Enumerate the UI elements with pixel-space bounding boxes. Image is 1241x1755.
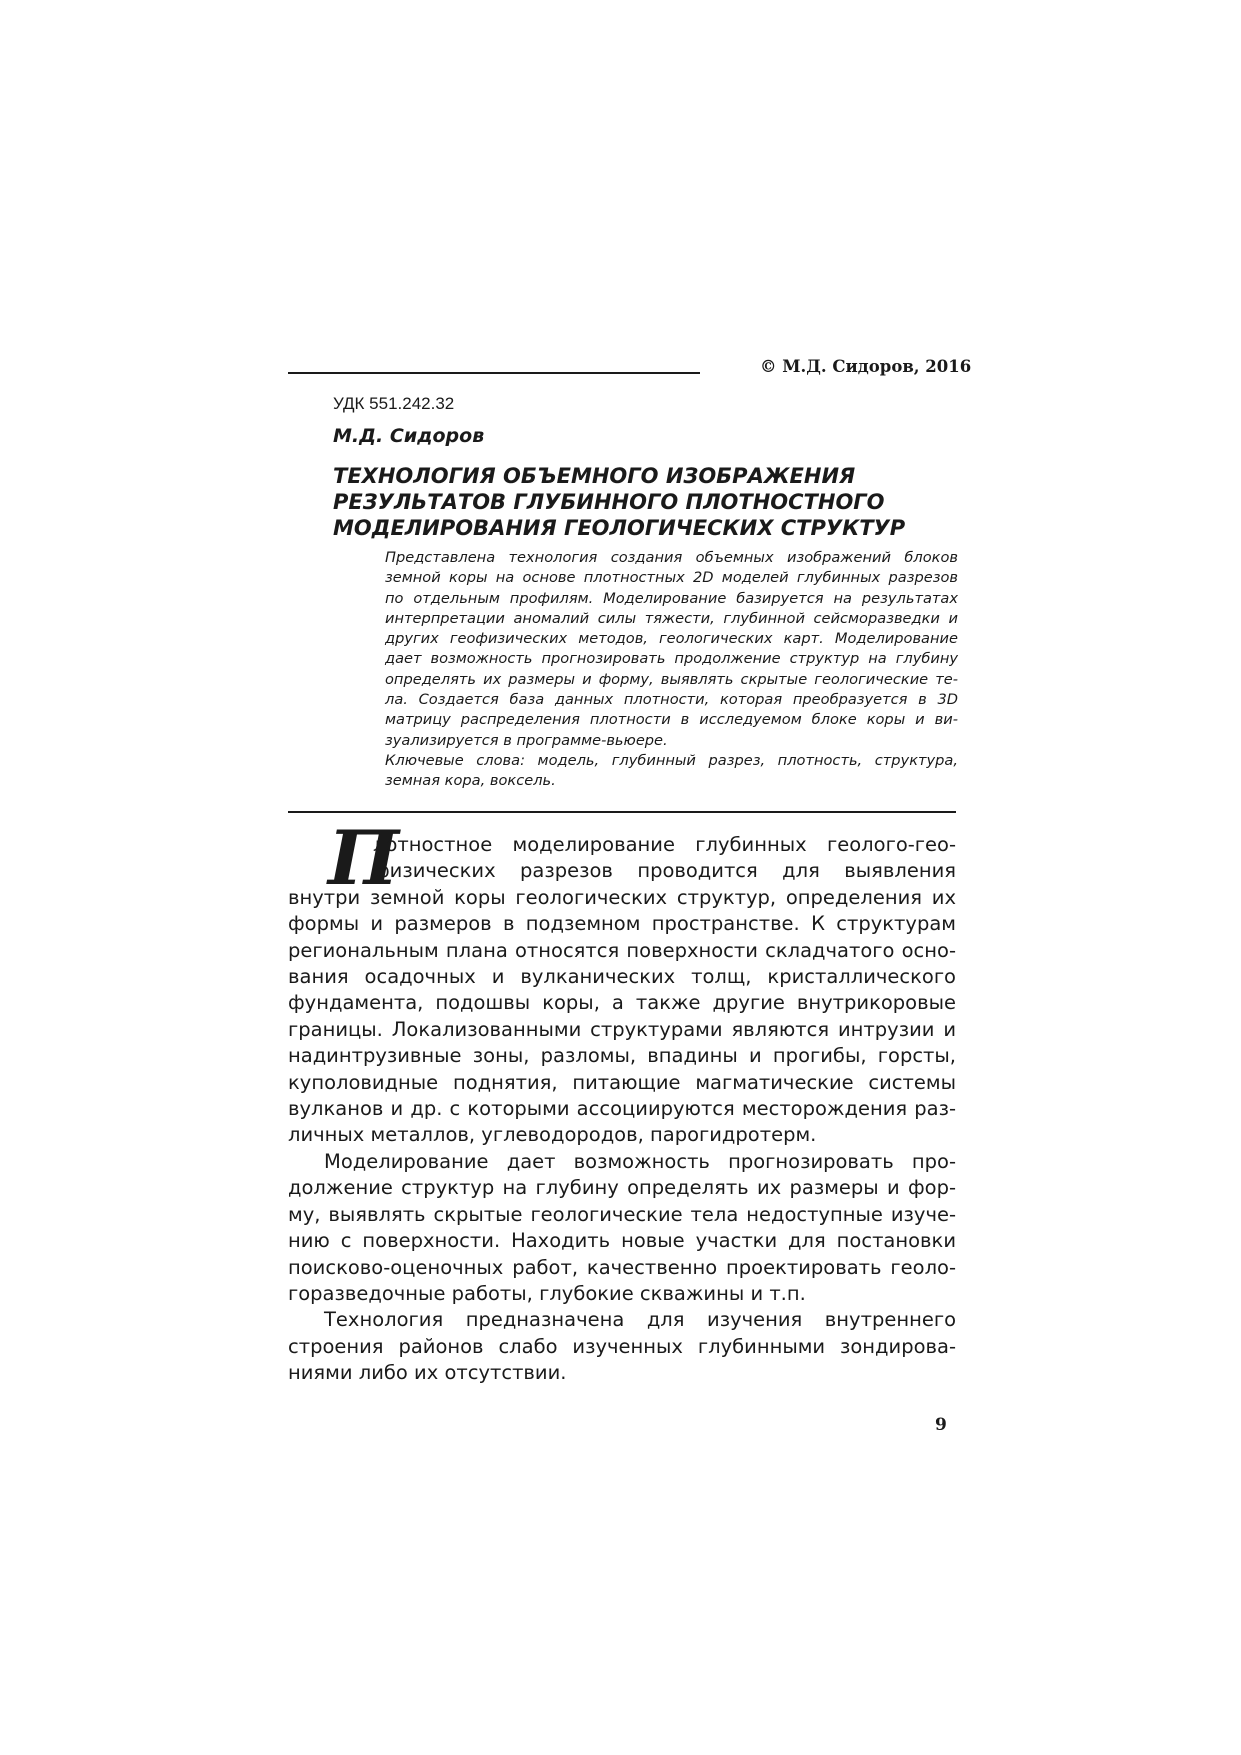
body-line: горазведочные работы, глубокие скважины и т.п. xyxy=(288,1281,806,1305)
title-line: ТЕХНОЛОГИЯ ОБЪЕМНОГО ИЗОБРАЖЕНИЯ xyxy=(333,464,856,488)
article-title xyxy=(333,463,953,541)
keywords-line: земная кора, воксель. xyxy=(385,772,556,790)
abstract xyxy=(385,548,958,792)
copyright-notice: © М.Д. Сидоров, 2016 xyxy=(760,357,972,376)
body-line: физических разрезов проводится для выявления xyxy=(373,859,956,883)
body-line: вулканов и др. с которыми ассоциируются месторождения раз- xyxy=(288,1097,956,1121)
abstract-line: дает возможность прогнозировать продолжение структур на глубину xyxy=(385,650,958,668)
abstract-line: зуализируется в программе-вьюере. xyxy=(385,731,668,749)
keywords-line: Ключевые слова: модель, глубинный разрез, плотность, структура, xyxy=(385,751,958,769)
body-line: ниями либо их отсутствии. xyxy=(288,1361,567,1385)
body-text xyxy=(288,832,956,1387)
abstract-line: земной коры на основе плотностных 2D моделей глубинных разрезов xyxy=(385,569,958,587)
title-line: МОДЕЛИРОВАНИЯ ГЕОЛОГИЧЕСКИХ СТРУКТУР xyxy=(333,516,906,540)
page-number: 9 xyxy=(935,1415,947,1435)
body-line: формы и размеров в подземном пространстве. К структурам xyxy=(288,912,956,936)
body-line: должение структур на глубину определять их размеры и фор- xyxy=(288,1176,956,1200)
title-line: РЕЗУЛЬТАТОВ ГЛУБИННОГО ПЛОТНОСТНОГО xyxy=(333,490,885,514)
header-rule xyxy=(288,372,700,374)
abstract-line: других геофизических методов, геологических карт. Моделирование xyxy=(385,630,958,648)
abstract-line: интерпретации аномалий силы тяжести, глубинной сейсморазведки и xyxy=(385,609,958,627)
body-line: строения районов слабо изученных глубинными зондирова- xyxy=(288,1334,956,1358)
body-line: границы. Локализованными структурами являются интрузии и xyxy=(288,1017,956,1041)
body-line: Технология предназначена для изучения внутреннего xyxy=(324,1308,956,1332)
body-line: лотностное моделирование глубинных геолого-гео- xyxy=(373,833,956,856)
author-name: М.Д. Сидоров xyxy=(333,425,485,447)
body-line: внутри земной коры геологических структур, определения их xyxy=(288,885,956,909)
body-line: фундамента, подошвы коры, а также другие внутрикоровые xyxy=(288,991,956,1015)
body-line: вания осадочных и вулканических толщ, кристаллического xyxy=(288,965,956,989)
body-line: му, выявлять скрытые геологические тела недоступные изуче- xyxy=(288,1202,956,1226)
body-line: Моделирование дает возможность прогнозировать про- xyxy=(324,1149,956,1173)
abstract-line: по отдельным профилям. Моделирование базируется на результатах xyxy=(385,589,958,607)
body-line: региональным плана относятся поверхности складчатого осно- xyxy=(288,938,956,962)
body-line: куполовидные поднятия, питающие магматические системы xyxy=(288,1070,956,1094)
body-line: нию с поверхности. Находить новые участки для постановки xyxy=(288,1229,956,1253)
body-line: личных металлов, углеводородов, парогидротерм. xyxy=(288,1123,817,1147)
section-rule xyxy=(288,811,956,813)
udc-code: УДК 551.242.32 xyxy=(333,394,455,413)
abstract-line: определять их размеры и форму, выявлять скрытые геологические те- xyxy=(385,670,958,688)
abstract-line: матрицу распределения плотности в исследуемом блоке коры и ви- xyxy=(385,711,958,729)
body-line: поисково-оценочных работ, качественно проектировать геоло- xyxy=(288,1255,956,1279)
body-line: надинтрузивные зоны, разломы, впадины и прогибы, горсты, xyxy=(288,1044,956,1068)
abstract-line: ла. Создается база данных плотности, которая преобразуется в 3D xyxy=(385,691,958,709)
abstract-line: Представлена технология создания объемных изображений блоков xyxy=(385,549,958,566)
drop-cap: П xyxy=(328,814,399,902)
